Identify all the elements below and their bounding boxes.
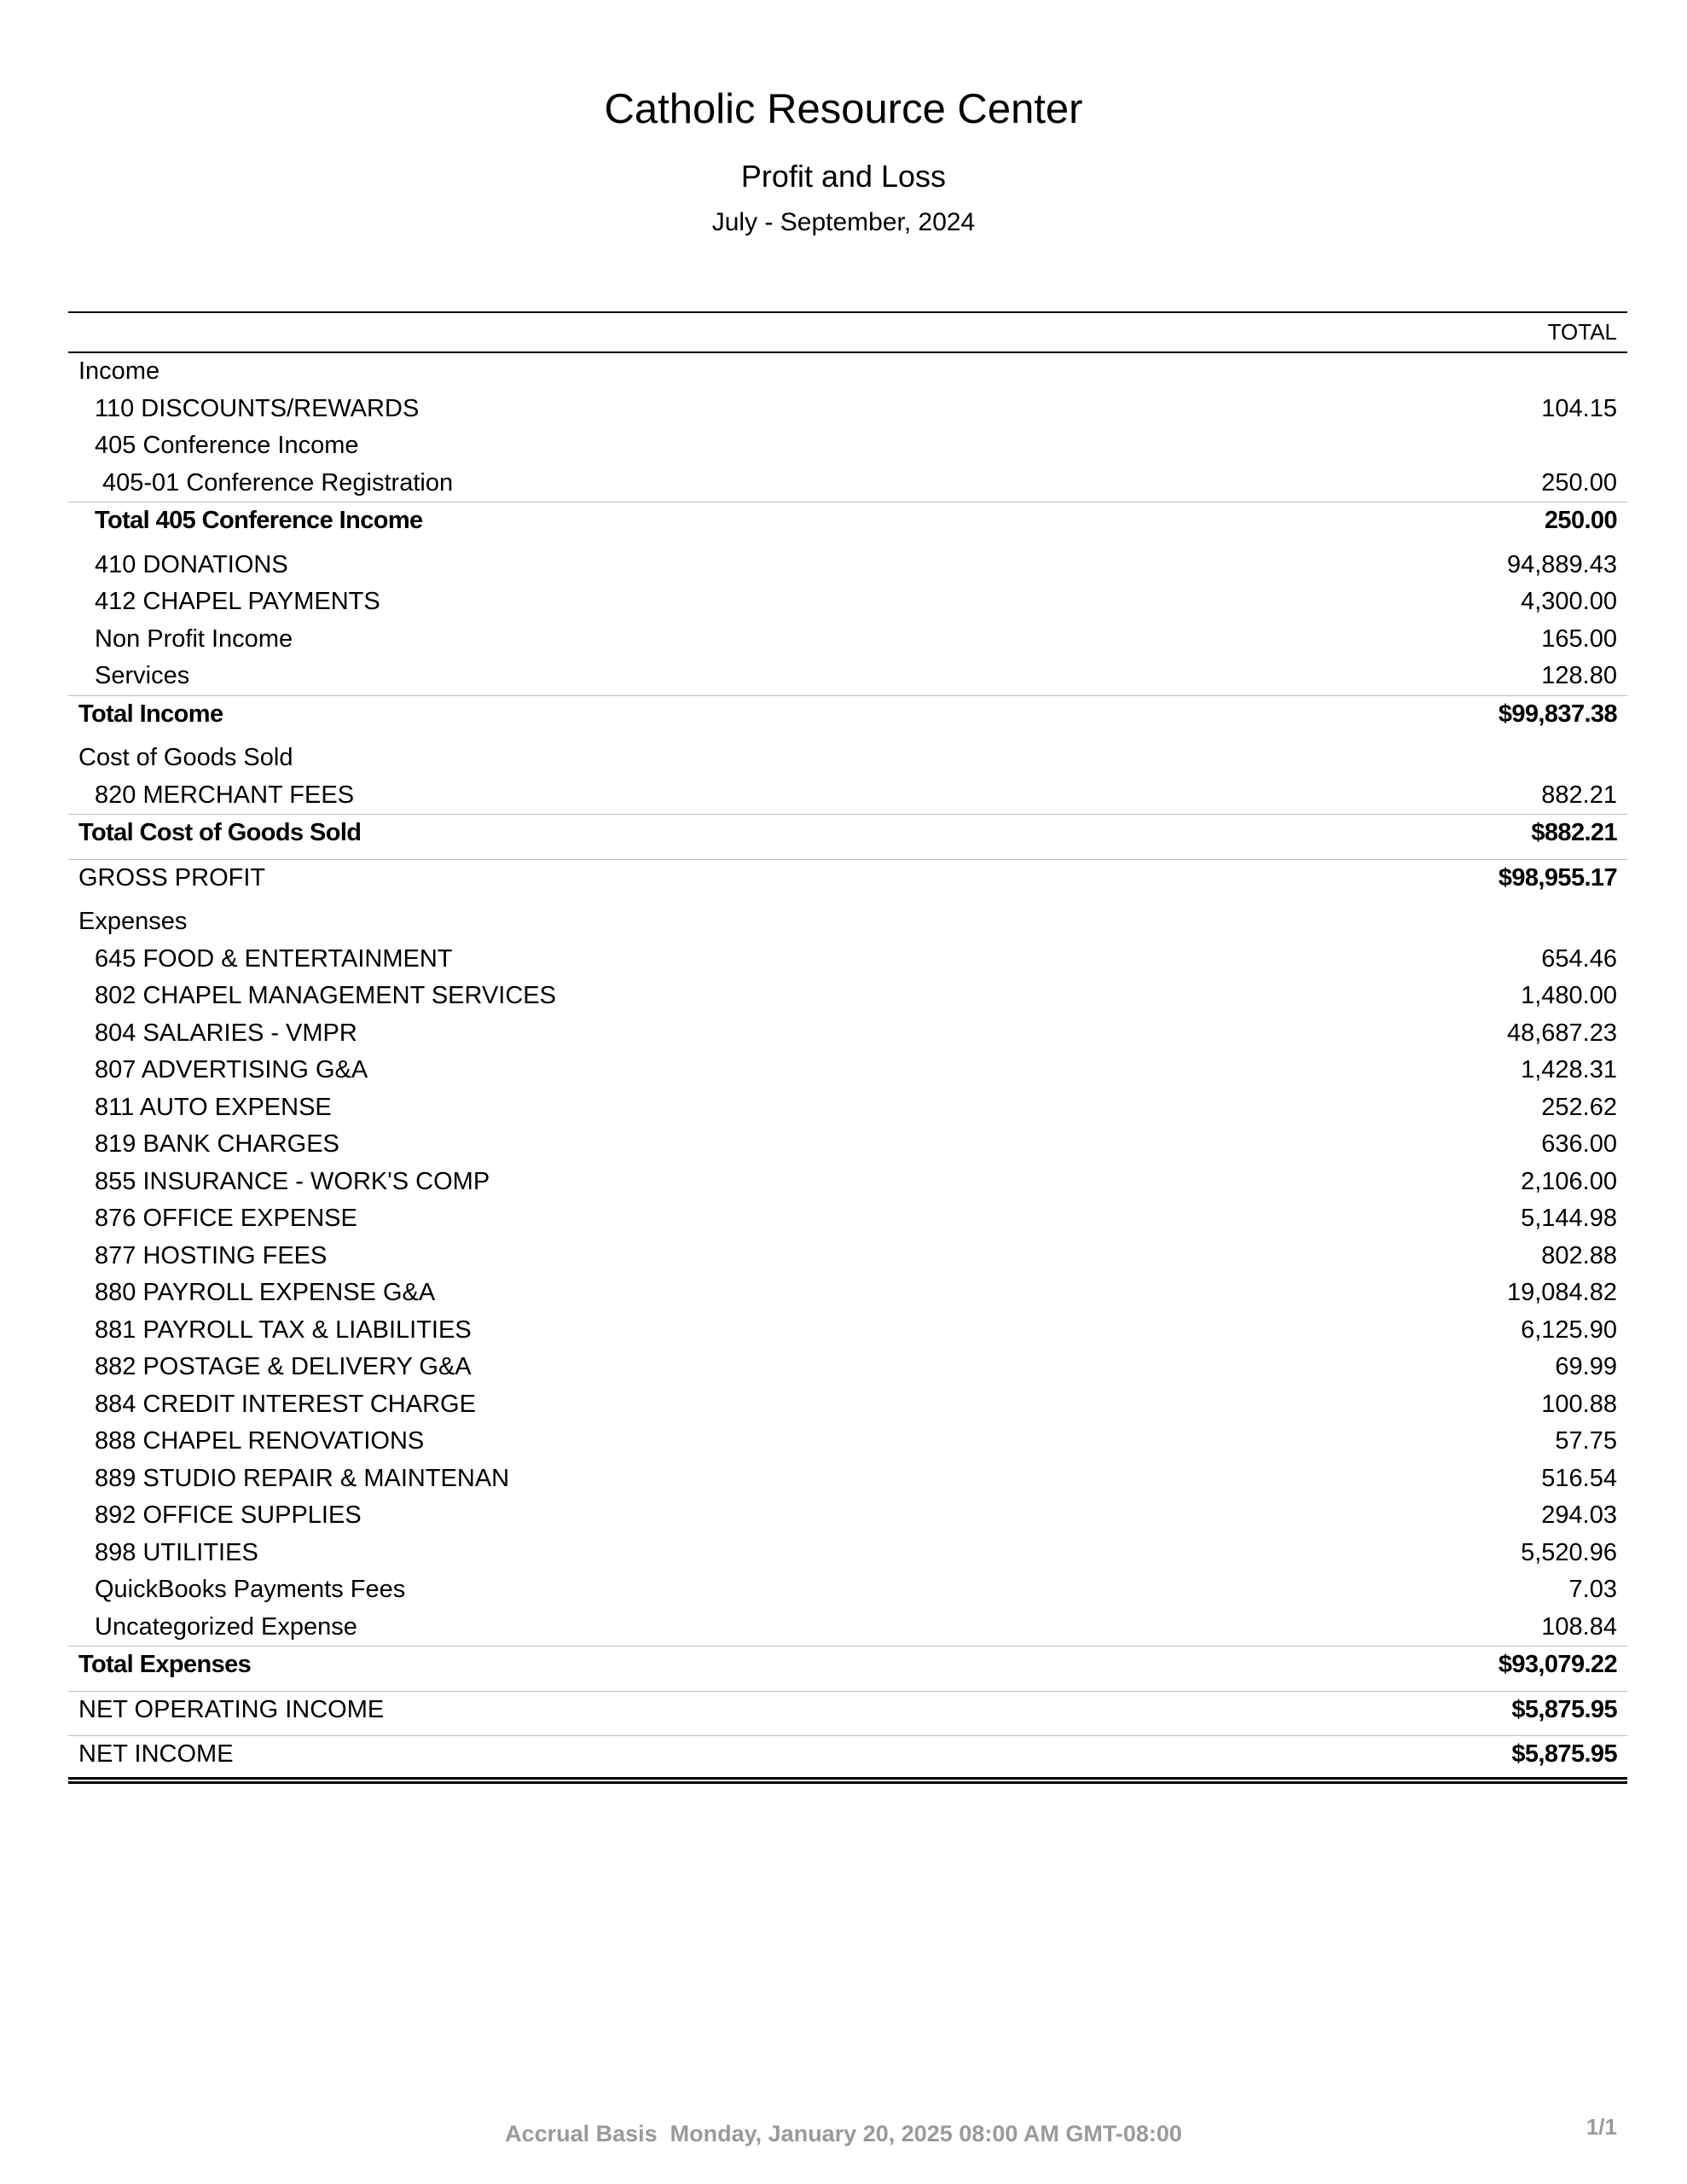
table-row	[68, 1089, 1627, 1127]
row-label: 819 BANK CHARGES	[95, 1130, 339, 1158]
row-label: NET INCOME	[78, 1740, 234, 1768]
net-income-row	[68, 1735, 1627, 1774]
row-label: 405-01 Conference Registration	[102, 468, 454, 497]
row-amount: 802.88	[1541, 1241, 1617, 1269]
report-title: Profit and Loss	[740, 159, 947, 194]
row-label: Uncategorized Expense	[95, 1612, 357, 1641]
row-amount: 57.75	[1555, 1427, 1617, 1455]
report-footer	[0, 2121, 1687, 2147]
row-label: Cost of Goods Sold	[78, 744, 293, 771]
page-number: 1/1	[1586, 2114, 1617, 2140]
row-label: Income	[78, 357, 160, 385]
total-row-conference-income	[68, 502, 1627, 540]
table-row	[68, 391, 1627, 428]
table-row	[68, 1609, 1627, 1647]
row-label: 876 OFFICE EXPENSE	[95, 1205, 357, 1232]
row-amount: $5,875.95	[1511, 1740, 1617, 1768]
row-amount: 4,300.00	[1521, 588, 1617, 615]
double-underline	[68, 1777, 1627, 1784]
total-row-income	[68, 695, 1627, 734]
row-label: Non Profit Income	[95, 624, 293, 653]
row-amount: 108.84	[1541, 1612, 1617, 1641]
row-amount: 294.03	[1541, 1502, 1617, 1529]
row-amount: $882.21	[1531, 819, 1617, 846]
row-amount: 654.46	[1541, 944, 1617, 973]
row-amount: 882.21	[1541, 781, 1617, 809]
row-amount: 5,144.98	[1521, 1205, 1617, 1232]
row-amount: 69.99	[1555, 1353, 1617, 1380]
company-name: Catholic Resource Center	[604, 86, 1083, 132]
row-label: 804 SALARIES - VMPR	[95, 1019, 357, 1047]
table-row	[68, 465, 1627, 502]
row-amount: 7.03	[1568, 1576, 1617, 1603]
row-amount: 100.88	[1541, 1390, 1617, 1418]
table-row	[68, 941, 1627, 979]
row-amount: 250.00	[1541, 468, 1617, 497]
total-column-header: TOTAL	[1547, 319, 1617, 345]
column-header-row	[68, 313, 1627, 353]
row-label: 410 DONATIONS	[95, 550, 288, 578]
total-row-expenses	[68, 1646, 1627, 1684]
row-amount: 19,084.82	[1506, 1279, 1617, 1306]
row-label: 889 STUDIO REPAIR & MAINTENAN	[95, 1464, 510, 1492]
row-label: 110 DISCOUNTS/REWARDS	[95, 394, 420, 422]
footer-basis-timestamp: Accrual Basis Monday, January 20, 2025 08:00 AM GMT-08:00	[505, 2121, 1182, 2146]
row-label: 880 PAYROLL EXPENSE G&A	[95, 1279, 436, 1306]
row-amount: 94,889.43	[1506, 550, 1617, 578]
gross-profit-row	[68, 859, 1627, 897]
row-label: 807 ADVERTISING G&A	[95, 1056, 368, 1083]
row-amount: 165.00	[1541, 624, 1617, 653]
table-row	[68, 1571, 1627, 1609]
row-label: 881 PAYROLL TAX & LIABILITIES	[95, 1316, 472, 1344]
row-label: 820 MERCHANT FEES	[95, 781, 355, 809]
report-period: July - September, 2024	[711, 208, 976, 236]
section-expenses	[68, 903, 1627, 941]
row-label: 855 INSURANCE - WORK'S COMP	[95, 1167, 490, 1195]
row-label: 405 Conference Income	[95, 432, 359, 459]
row-label: 645 FOOD & ENTERTAINMENT	[95, 944, 453, 973]
table-row	[68, 1423, 1627, 1461]
table-row	[68, 1349, 1627, 1386]
table-row	[68, 1164, 1627, 1201]
table-row	[68, 1015, 1627, 1053]
row-label: Total Cost of Goods Sold	[78, 819, 362, 846]
table-row	[68, 777, 1627, 815]
row-label: NET OPERATING INCOME	[78, 1695, 385, 1723]
row-amount: 1,428.31	[1521, 1056, 1617, 1083]
row-amount: 5,520.96	[1521, 1538, 1617, 1566]
table-row	[68, 621, 1627, 659]
section-cost-of-goods-sold	[68, 740, 1627, 777]
row-amount: 48,687.23	[1506, 1019, 1617, 1047]
row-amount: $99,837.38	[1498, 700, 1617, 728]
row-label: 888 CHAPEL RENOVATIONS	[95, 1427, 425, 1455]
table-row	[68, 547, 1627, 584]
row-amount: 1,480.00	[1521, 982, 1617, 1009]
row-label: 877 HOSTING FEES	[95, 1241, 328, 1269]
row-label: 802 CHAPEL MANAGEMENT SERVICES	[95, 982, 556, 1009]
table-row	[68, 1535, 1627, 1572]
row-label: 884 CREDIT INTEREST CHARGE	[95, 1390, 476, 1418]
row-label: 412 CHAPEL PAYMENTS	[95, 588, 380, 615]
row-label: Services	[95, 662, 190, 689]
table-row	[68, 658, 1627, 695]
row-amount: 104.15	[1541, 394, 1617, 422]
row-label: 811 AUTO EXPENSE	[95, 1093, 332, 1121]
subsection-conference-income	[68, 427, 1627, 465]
table-row	[68, 1126, 1627, 1164]
total-row-cost-of-goods-sold	[68, 814, 1627, 852]
table-row	[68, 1312, 1627, 1350]
row-label: Total 405 Conference Income	[95, 507, 423, 534]
table-row	[68, 1461, 1627, 1498]
row-label: QuickBooks Payments Fees	[95, 1576, 406, 1603]
row-amount: 128.80	[1541, 662, 1617, 689]
table-row	[68, 978, 1627, 1015]
section-income	[68, 353, 1627, 391]
row-label: 898 UTILITIES	[95, 1538, 258, 1566]
row-amount: 2,106.00	[1521, 1167, 1617, 1195]
table-row	[68, 1200, 1627, 1238]
table-row	[68, 584, 1627, 621]
row-amount: 250.00	[1544, 507, 1617, 534]
row-label: 882 POSTAGE & DELIVERY G&A	[95, 1353, 472, 1380]
table-row	[68, 1275, 1627, 1312]
table-row	[68, 1052, 1627, 1089]
row-amount: 6,125.90	[1521, 1316, 1617, 1344]
table-row	[68, 1238, 1627, 1275]
profit-and-loss-table	[68, 311, 1627, 1784]
net-operating-income-row	[68, 1691, 1627, 1729]
row-label: Total Income	[78, 700, 223, 728]
table-row	[68, 1497, 1627, 1535]
expense-list	[68, 941, 1627, 1647]
row-label: GROSS PROFIT	[78, 863, 266, 892]
row-label: 892 OFFICE SUPPLIES	[95, 1502, 362, 1529]
row-amount: $98,955.17	[1498, 863, 1617, 892]
row-label: Expenses	[78, 908, 188, 935]
row-amount: 252.62	[1541, 1093, 1617, 1121]
row-amount: 636.00	[1541, 1130, 1617, 1158]
row-amount: 516.54	[1541, 1464, 1617, 1492]
row-amount: $5,875.95	[1511, 1695, 1617, 1723]
row-label: Total Expenses	[78, 1651, 252, 1678]
row-amount: $93,079.22	[1498, 1651, 1617, 1678]
table-row	[68, 1386, 1627, 1424]
